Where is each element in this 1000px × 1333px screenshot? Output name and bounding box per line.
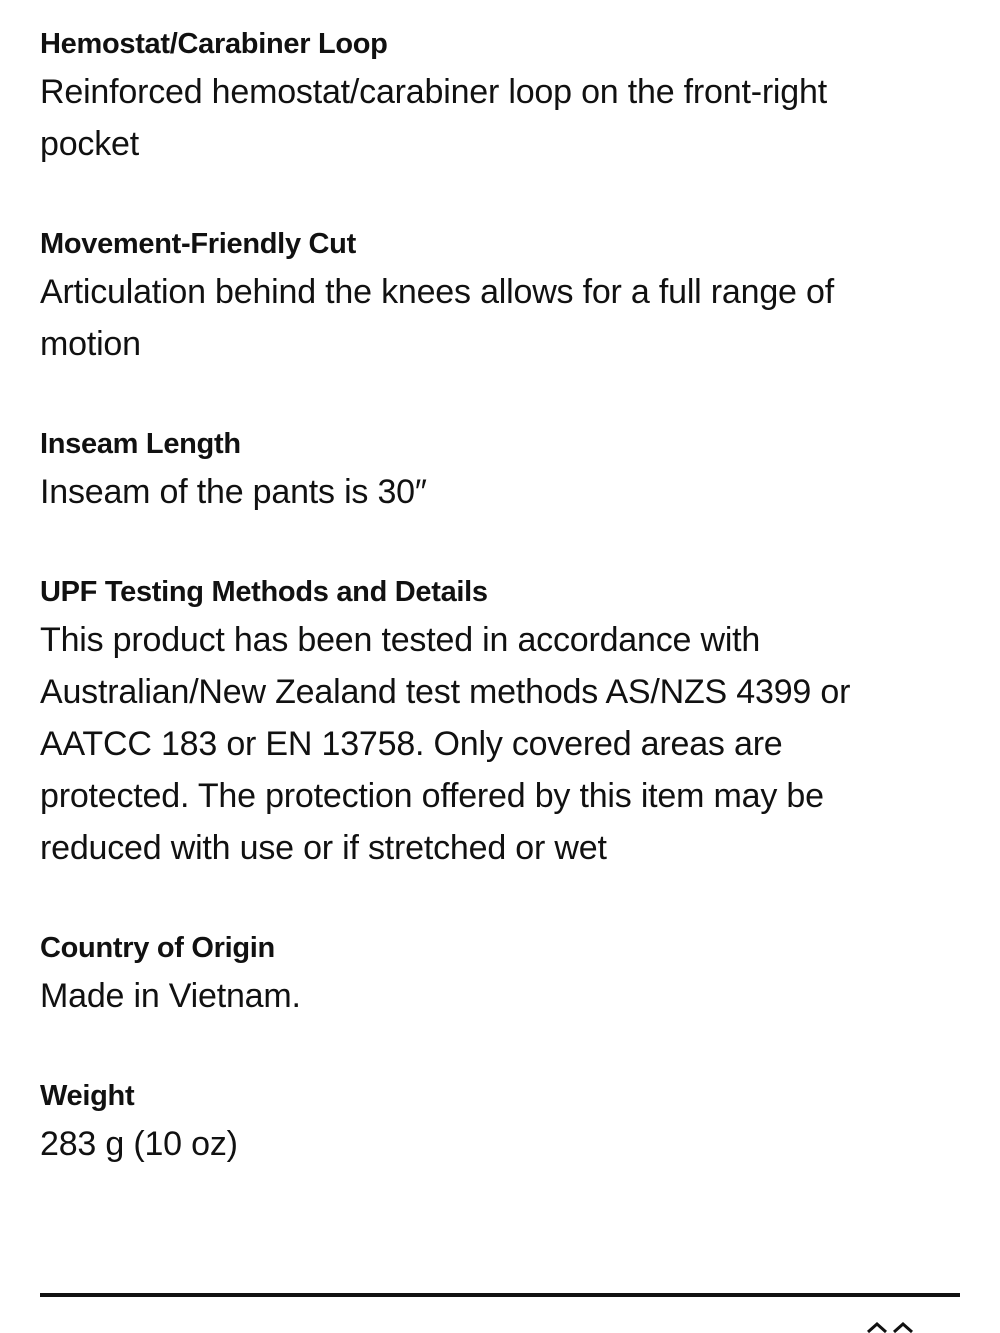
product-specs-list bbox=[40, 22, 920, 1222]
section-divider bbox=[40, 1293, 960, 1297]
spec-text: Articulation behind the knees allows for a full range of motion bbox=[40, 273, 834, 363]
spec-title: Inseam Length bbox=[40, 428, 241, 460]
spec-item-country-of-origin bbox=[40, 926, 920, 1022]
spec-title: Hemostat/Carabiner Loop bbox=[40, 28, 388, 60]
spec-text: Inseam of the pants is 30″ bbox=[40, 473, 427, 511]
spec-item-weight bbox=[40, 1074, 920, 1170]
double-chevron-up-icon[interactable] bbox=[866, 1322, 916, 1333]
spec-text: Reinforced hemostat/carabiner loop on the front-right pocket bbox=[40, 73, 827, 163]
spec-item-movement-cut bbox=[40, 222, 920, 370]
spec-title: Movement-Friendly Cut bbox=[40, 228, 356, 260]
spec-item-inseam-length bbox=[40, 422, 920, 518]
spec-title: Country of Origin bbox=[40, 932, 275, 964]
spec-item-hemostat-loop bbox=[40, 22, 920, 170]
spec-title: Weight bbox=[40, 1080, 135, 1112]
spec-text: Made in Vietnam. bbox=[40, 977, 301, 1015]
spec-text: 283 g (10 oz) bbox=[40, 1125, 238, 1163]
spec-text: This product has been tested in accordance with Australian/New Zealand test methods AS/NZS 4399 or AATCC 183 or EN 13758. Only covered areas are protected. The protection offered by this item may be reduced with use or if stretched or wet bbox=[40, 621, 851, 867]
spec-title: UPF Testing Methods and Details bbox=[40, 576, 488, 608]
spec-item-upf-testing bbox=[40, 570, 920, 874]
